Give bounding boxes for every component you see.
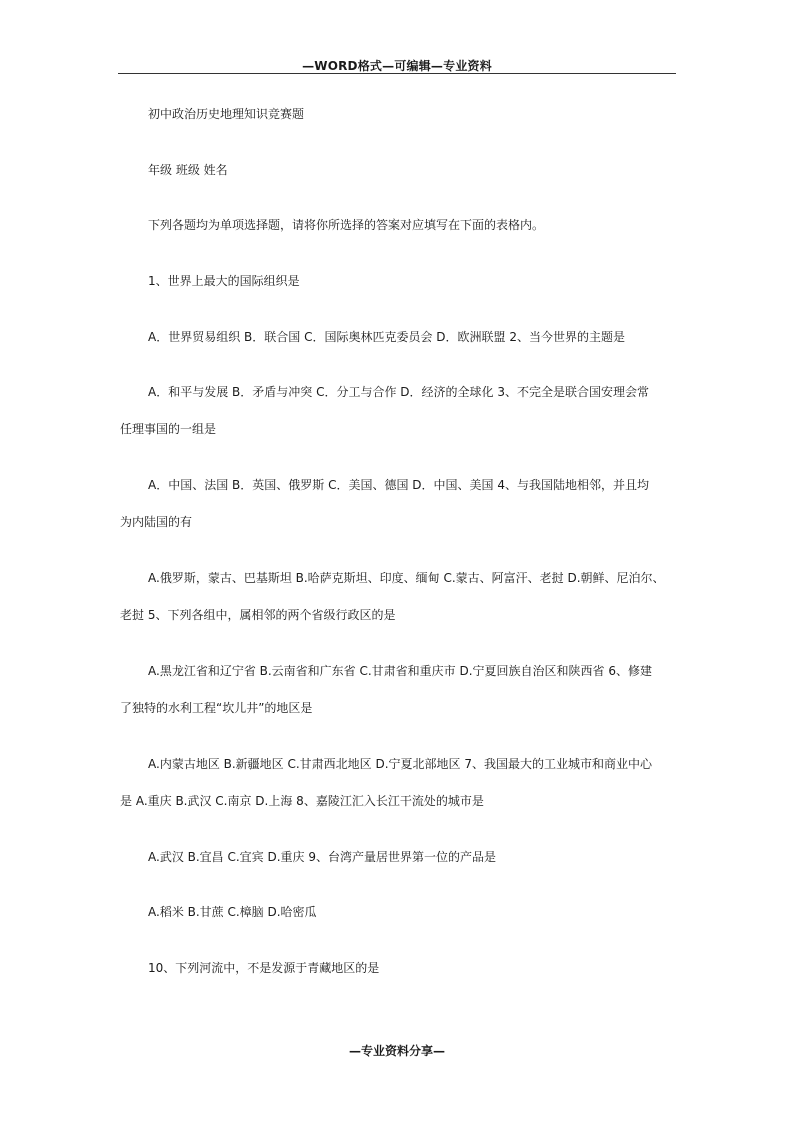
header-text: —WORD格式—可编辑—专业资料 — [302, 59, 492, 73]
question-line: A．世界贸易组织 B．联合国 C．国际奥林匹克委员会 D．欧洲联盟 2、当今世界的主题是 — [148, 330, 625, 344]
document-title: 初中政治历史地理知识竞赛题 — [148, 107, 305, 121]
header-divider — [118, 73, 676, 74]
question-line: A.稻米 B.甘蔗 C.樟脑 D.哈密瓜 — [148, 905, 317, 919]
question-line: 任理事国的一组是 — [120, 422, 217, 436]
question-line: A.武汉 B.宜昌 C.宜宾 D.重庆 9、台湾产量居世界第一位的产品是 — [148, 850, 497, 864]
question-line: 老挝 5、下列各组中，属相邻的两个省级行政区的是 — [120, 608, 396, 622]
question-line: 为内陆国的有 — [120, 515, 193, 529]
footer-text: —专业资料分享— — [348, 1044, 445, 1058]
question-line: 10、下列河流中，不是发源于青藏地区的是 — [148, 961, 380, 975]
question-line: A.内蒙古地区 B.新疆地区 C.甘肃西北地区 D.宁夏北部地区 7、我国最大的工业城市和商业中心 — [148, 757, 653, 771]
question-line: A.黑龙江省和辽宁省 B.云南省和广东省 C.甘肃省和重庆市 D.宁夏回族自治区和陕西省 6、修建 — [148, 664, 653, 678]
question-line: 了独特的水利工程“坎儿井”的地区是 — [120, 701, 313, 715]
question-line: A．中国、法国 B．英国、俄罗斯 C．美国、德国 D．中国、美国 4、与我国陆地相邻，并且均 — [148, 478, 649, 492]
instructions: 下列各题均为单项选择题，请将你所选择的答案对应填写在下面的表格内。 — [148, 218, 545, 232]
student-info-line: 年级 班级 姓名 — [148, 163, 228, 177]
question-line: A.俄罗斯，蒙古、巴基斯坦 B.哈萨克斯坦、印度、缅甸 C.蒙古、阿富汗、老挝 D.朝鲜、尼泊尔、 — [148, 571, 665, 585]
question-line: 1、世界上最大的国际组织是 — [148, 274, 300, 288]
question-line: A．和平与发展 B．矛盾与冲突 C．分工与合作 D．经济的全球化 3、不完全是联合国安理会常 — [148, 385, 649, 399]
question-line: 是 A.重庆 B.武汉 C.南京 D.上海 8、嘉陵江汇入长江干流处的城市是 — [120, 794, 484, 808]
